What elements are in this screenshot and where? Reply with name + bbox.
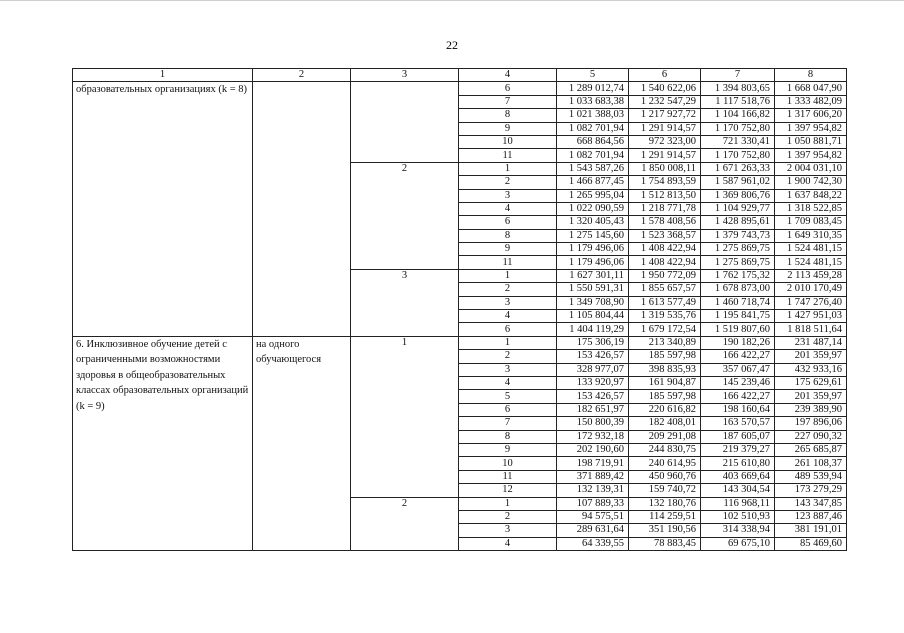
row-code-cell: 6	[459, 216, 557, 229]
value-cell: 1 317 606,20	[775, 109, 847, 122]
value-cell: 1 265 995,04	[557, 189, 629, 202]
value-cell: 1 021 388,03	[557, 109, 629, 122]
value-cell: 289 631,64	[557, 524, 629, 537]
value-cell: 1 397 954,82	[775, 122, 847, 135]
header-cell: 3	[351, 69, 459, 82]
value-cell: 1 460 718,74	[701, 296, 775, 309]
value-cell: 153 426,57	[557, 350, 629, 363]
value-cell: 1 022 090,59	[557, 202, 629, 215]
value-cell: 1 850 008,11	[629, 162, 701, 175]
value-cell: 85 469,60	[775, 537, 847, 550]
header-row	[73, 69, 847, 82]
program-name-cell: 6. Инклюзивное обучение детей с ограниченными возможностями здоровья в общеобразовательных классах образовательных организаций (k = 9)	[73, 336, 253, 550]
value-cell: 1 275 869,75	[701, 243, 775, 256]
page-top-edge	[0, 0, 904, 1]
value-cell: 150 800,39	[557, 417, 629, 430]
program-name-cell: образовательных организациях (k = 8)	[73, 82, 253, 336]
value-cell: 219 379,27	[701, 443, 775, 456]
value-cell: 1 170 752,80	[701, 149, 775, 162]
value-cell: 220 616,82	[629, 403, 701, 416]
value-cell: 182 651,97	[557, 403, 629, 416]
value-cell: 201 359,97	[775, 390, 847, 403]
row-code-cell: 3	[459, 524, 557, 537]
value-cell: 1 218 771,78	[629, 202, 701, 215]
value-cell: 175 306,19	[557, 336, 629, 349]
value-cell: 198 160,64	[701, 403, 775, 416]
value-cell: 972 323,00	[629, 135, 701, 148]
value-cell: 1 637 848,22	[775, 189, 847, 202]
row-code-cell: 2	[459, 176, 557, 189]
header-cell: 1	[73, 69, 253, 82]
row-code-cell: 9	[459, 243, 557, 256]
value-cell: 1 033 683,38	[557, 95, 629, 108]
tariff-table	[72, 68, 847, 551]
value-cell: 1 678 873,00	[701, 283, 775, 296]
value-cell: 1 543 587,26	[557, 162, 629, 175]
row-code-cell: 6	[459, 403, 557, 416]
value-cell: 398 835,93	[629, 363, 701, 376]
page-number: 22	[446, 38, 458, 52]
subgroup-code-cell: 3	[351, 269, 459, 336]
value-cell: 153 426,57	[557, 390, 629, 403]
value-cell: 403 669,64	[701, 470, 775, 483]
value-cell: 1 668 047,90	[775, 82, 847, 95]
value-cell: 1 291 914,57	[629, 149, 701, 162]
header-cell: 5	[557, 69, 629, 82]
value-cell: 1 747 276,40	[775, 296, 847, 309]
value-cell: 371 889,42	[557, 470, 629, 483]
row-code-cell: 9	[459, 122, 557, 135]
value-cell: 159 740,72	[629, 484, 701, 497]
value-cell: 102 510,93	[701, 510, 775, 523]
value-cell: 1 105 804,44	[557, 310, 629, 323]
value-cell: 1 550 591,31	[557, 283, 629, 296]
value-cell: 1 613 577,49	[629, 296, 701, 309]
value-cell: 1 082 701,94	[557, 149, 629, 162]
value-cell: 1 709 083,45	[775, 216, 847, 229]
row-code-cell: 3	[459, 363, 557, 376]
value-cell: 381 191,01	[775, 524, 847, 537]
value-cell: 1 404 119,29	[557, 323, 629, 336]
value-cell: 432 933,16	[775, 363, 847, 376]
value-cell: 1 291 914,57	[629, 122, 701, 135]
row-code-cell: 4	[459, 202, 557, 215]
value-cell: 1 818 511,64	[775, 323, 847, 336]
value-cell: 1 104 166,82	[701, 109, 775, 122]
header-cell: 2	[253, 69, 351, 82]
value-cell: 328 977,07	[557, 363, 629, 376]
value-cell: 145 239,46	[701, 376, 775, 389]
row-code-cell: 7	[459, 417, 557, 430]
value-cell: 1 950 772,09	[629, 269, 701, 282]
value-cell: 94 575,51	[557, 510, 629, 523]
value-cell: 1 754 893,59	[629, 176, 701, 189]
value-cell: 265 685,87	[775, 443, 847, 456]
header-cell: 6	[629, 69, 701, 82]
value-cell: 198 719,91	[557, 457, 629, 470]
row-code-cell: 2	[459, 350, 557, 363]
subgroup-code-cell: 1	[351, 336, 459, 497]
value-cell: 1 408 422,94	[629, 243, 701, 256]
value-cell: 1 466 877,45	[557, 176, 629, 189]
value-cell: 240 614,95	[629, 457, 701, 470]
value-cell: 1 275 869,75	[701, 256, 775, 269]
value-cell: 1 578 408,56	[629, 216, 701, 229]
value-cell: 1 050 881,71	[775, 135, 847, 148]
row-code-cell: 12	[459, 484, 557, 497]
row-code-cell: 1	[459, 336, 557, 349]
row-code-cell: 7	[459, 95, 557, 108]
row-code-cell: 5	[459, 390, 557, 403]
value-cell: 132 139,31	[557, 484, 629, 497]
row-code-cell: 11	[459, 149, 557, 162]
value-cell: 1 320 405,43	[557, 216, 629, 229]
value-cell: 227 090,32	[775, 430, 847, 443]
header-cell: 8	[775, 69, 847, 82]
value-cell: 69 675,10	[701, 537, 775, 550]
row-code-cell: 2	[459, 510, 557, 523]
value-cell: 215 610,80	[701, 457, 775, 470]
row-code-cell: 1	[459, 162, 557, 175]
value-cell: 107 889,33	[557, 497, 629, 510]
value-cell: 1 427 951,03	[775, 310, 847, 323]
row-code-cell: 11	[459, 470, 557, 483]
value-cell: 166 422,27	[701, 350, 775, 363]
value-cell: 213 340,89	[629, 336, 701, 349]
value-cell: 190 182,26	[701, 336, 775, 349]
header-cell: 7	[701, 69, 775, 82]
value-cell: 1 232 547,29	[629, 95, 701, 108]
value-cell: 166 422,27	[701, 390, 775, 403]
subgroup-code-cell: 2	[351, 497, 459, 551]
row-code-cell: 9	[459, 443, 557, 456]
value-cell: 161 904,87	[629, 376, 701, 389]
value-cell: 1 524 481,15	[775, 256, 847, 269]
value-cell: 1 397 954,82	[775, 149, 847, 162]
value-cell: 1 318 522,85	[775, 202, 847, 215]
table-row	[73, 336, 847, 349]
value-cell: 1 217 927,72	[629, 109, 701, 122]
row-code-cell: 3	[459, 189, 557, 202]
value-cell: 1 275 145,60	[557, 229, 629, 242]
value-cell: 175 629,61	[775, 376, 847, 389]
value-cell: 314 338,94	[701, 524, 775, 537]
value-cell: 450 960,76	[629, 470, 701, 483]
value-cell: 1 170 752,80	[701, 122, 775, 135]
row-code-cell: 2	[459, 283, 557, 296]
value-cell: 1 333 482,09	[775, 95, 847, 108]
unit-cell: на одного обучающегося	[253, 336, 351, 550]
value-cell: 187 605,07	[701, 430, 775, 443]
value-cell: 116 968,11	[701, 497, 775, 510]
value-cell: 1 512 813,50	[629, 189, 701, 202]
value-cell: 1 679 172,54	[629, 323, 701, 336]
row-code-cell: 4	[459, 310, 557, 323]
table-row	[73, 82, 847, 95]
value-cell: 1 762 175,32	[701, 269, 775, 282]
value-cell: 123 887,46	[775, 510, 847, 523]
subgroup-code-cell	[351, 82, 459, 162]
row-code-cell: 6	[459, 323, 557, 336]
value-cell: 114 259,51	[629, 510, 701, 523]
row-code-cell: 1	[459, 497, 557, 510]
value-cell: 721 330,41	[701, 135, 775, 148]
value-cell: 202 190,60	[557, 443, 629, 456]
value-cell: 1 428 895,61	[701, 216, 775, 229]
value-cell: 143 304,54	[701, 484, 775, 497]
value-cell: 1 369 806,76	[701, 189, 775, 202]
value-cell: 1 289 012,74	[557, 82, 629, 95]
row-code-cell: 4	[459, 376, 557, 389]
value-cell: 64 339,55	[557, 537, 629, 550]
value-cell: 1 379 743,73	[701, 229, 775, 242]
value-cell: 1 855 657,57	[629, 283, 701, 296]
row-code-cell: 1	[459, 269, 557, 282]
value-cell: 1 540 622,06	[629, 82, 701, 95]
value-cell: 244 830,75	[629, 443, 701, 456]
value-cell: 1 627 301,11	[557, 269, 629, 282]
value-cell: 1 319 535,76	[629, 310, 701, 323]
value-cell: 209 291,08	[629, 430, 701, 443]
header-cell: 4	[459, 69, 557, 82]
value-cell: 231 487,14	[775, 336, 847, 349]
value-cell: 489 539,94	[775, 470, 847, 483]
value-cell: 1 900 742,30	[775, 176, 847, 189]
value-cell: 2 004 031,10	[775, 162, 847, 175]
value-cell: 133 920,97	[557, 376, 629, 389]
subgroup-code-cell: 2	[351, 162, 459, 269]
value-cell: 143 347,85	[775, 497, 847, 510]
value-cell: 185 597,98	[629, 350, 701, 363]
value-cell: 185 597,98	[629, 390, 701, 403]
value-cell: 1 587 961,02	[701, 176, 775, 189]
row-code-cell: 4	[459, 537, 557, 550]
value-cell: 163 570,57	[701, 417, 775, 430]
value-cell: 261 108,37	[775, 457, 847, 470]
value-cell: 351 190,56	[629, 524, 701, 537]
value-cell: 2 010 170,49	[775, 283, 847, 296]
value-cell: 1 117 518,76	[701, 95, 775, 108]
value-cell: 1 179 496,06	[557, 256, 629, 269]
value-cell: 132 180,76	[629, 497, 701, 510]
row-code-cell: 8	[459, 229, 557, 242]
value-cell: 182 408,01	[629, 417, 701, 430]
row-code-cell: 10	[459, 457, 557, 470]
value-cell: 1 524 481,15	[775, 243, 847, 256]
row-code-cell: 11	[459, 256, 557, 269]
value-cell: 1 082 701,94	[557, 122, 629, 135]
row-code-cell: 3	[459, 296, 557, 309]
value-cell: 1 523 368,57	[629, 229, 701, 242]
value-cell: 197 896,06	[775, 417, 847, 430]
row-code-cell: 10	[459, 135, 557, 148]
value-cell: 1 671 263,33	[701, 162, 775, 175]
value-cell: 1 104 929,77	[701, 202, 775, 215]
row-code-cell: 8	[459, 109, 557, 122]
value-cell: 1 195 841,75	[701, 310, 775, 323]
value-cell: 173 279,29	[775, 484, 847, 497]
value-cell: 201 359,97	[775, 350, 847, 363]
value-cell: 1 394 803,65	[701, 82, 775, 95]
value-cell: 1 179 496,06	[557, 243, 629, 256]
value-cell: 2 113 459,28	[775, 269, 847, 282]
table-body	[73, 82, 847, 551]
value-cell: 1 408 422,94	[629, 256, 701, 269]
value-cell: 1 349 708,90	[557, 296, 629, 309]
unit-cell	[253, 82, 351, 336]
row-code-cell: 6	[459, 82, 557, 95]
value-cell: 668 864,56	[557, 135, 629, 148]
row-code-cell: 8	[459, 430, 557, 443]
value-cell: 1 519 807,60	[701, 323, 775, 336]
value-cell: 1 649 310,35	[775, 229, 847, 242]
value-cell: 239 389,90	[775, 403, 847, 416]
value-cell: 78 883,45	[629, 537, 701, 550]
value-cell: 172 932,18	[557, 430, 629, 443]
value-cell: 357 067,47	[701, 363, 775, 376]
